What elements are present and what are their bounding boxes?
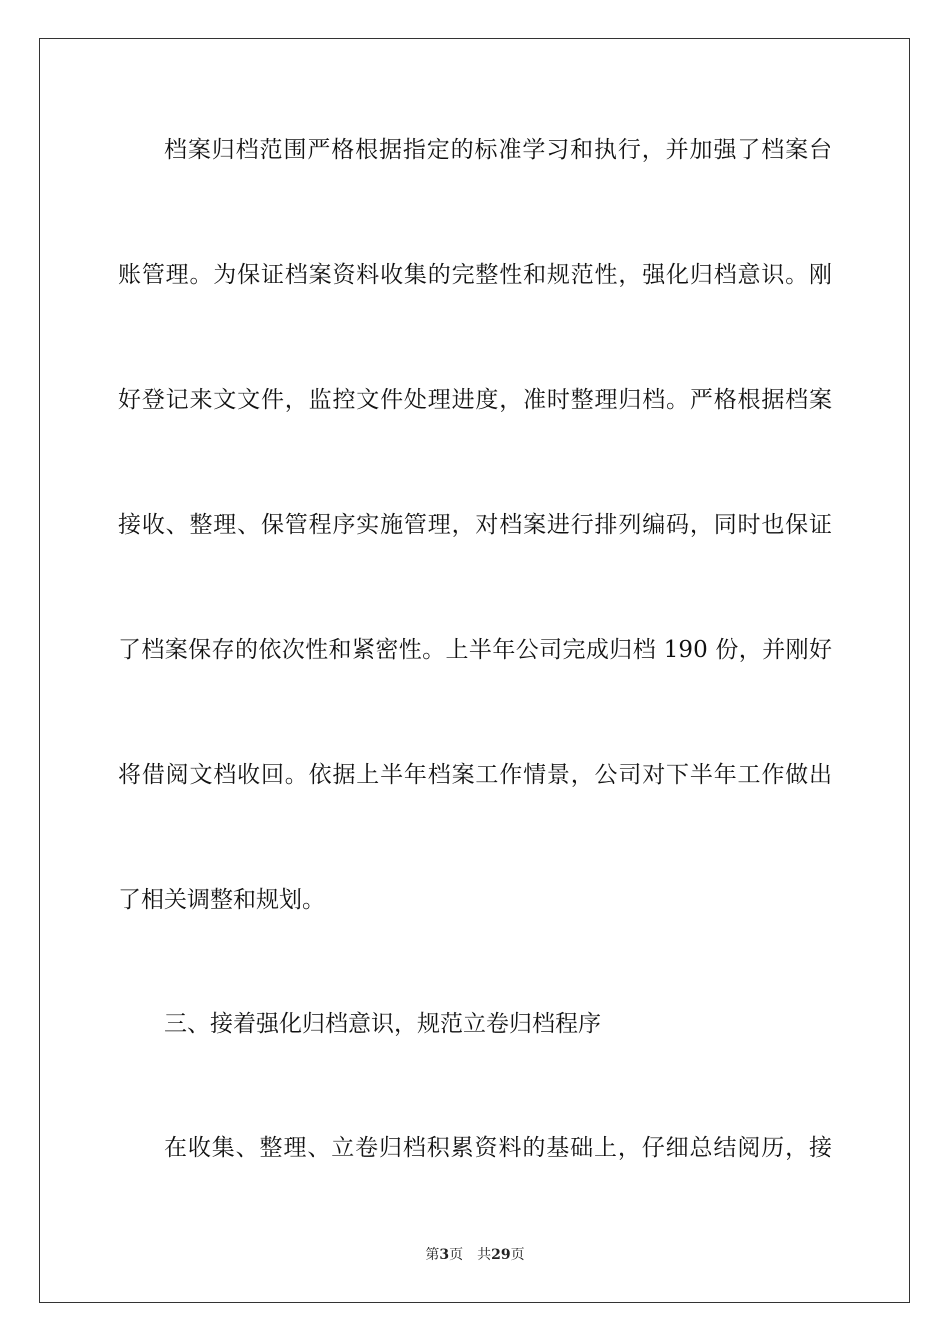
- paragraph-line-5: 了档案保存的依次性和紧密性。上半年公司完成归档 190 份，并刚好: [118, 637, 832, 663]
- footer-page-prefix: 第: [425, 1247, 440, 1263]
- paragraph-line-3: 好登记来文文件，监控文件处理进度，准时整理归档。严格根据档案: [118, 387, 832, 413]
- paragraph-line-6: 将借阅文档收回。依据上半年档案工作情景，公司对下半年工作做出: [118, 762, 832, 788]
- paragraph-line-2: 账管理。为保证档案资料收集的完整性和规范性，强化归档意识。刚: [118, 262, 832, 288]
- page-border: [39, 38, 910, 1303]
- paragraph-line-7: 了相关调整和规划。: [118, 887, 325, 913]
- paragraph-line-9: 在收集、整理、立卷归档积累资料的基础上，仔细总结阅历，接: [164, 1135, 832, 1161]
- paragraph-line-1: 档案归档范围严格根据指定的标准学习和执行，并加强了档案台: [164, 137, 832, 163]
- footer-total-suffix: 页: [510, 1247, 525, 1263]
- footer-page-number: 3: [439, 1247, 450, 1263]
- page-footer: [0, 1246, 950, 1264]
- section-heading: 三、接着强化归档意识，规范立卷归档程序: [164, 1011, 601, 1037]
- footer-total-prefix: 共: [477, 1247, 492, 1263]
- footer-page-suffix: 页: [449, 1247, 464, 1263]
- paragraph-line-4: 接收、整理、保管程序实施管理，对档案进行排列编码，同时也保证: [118, 512, 832, 538]
- footer-total-pages: 29: [491, 1247, 511, 1263]
